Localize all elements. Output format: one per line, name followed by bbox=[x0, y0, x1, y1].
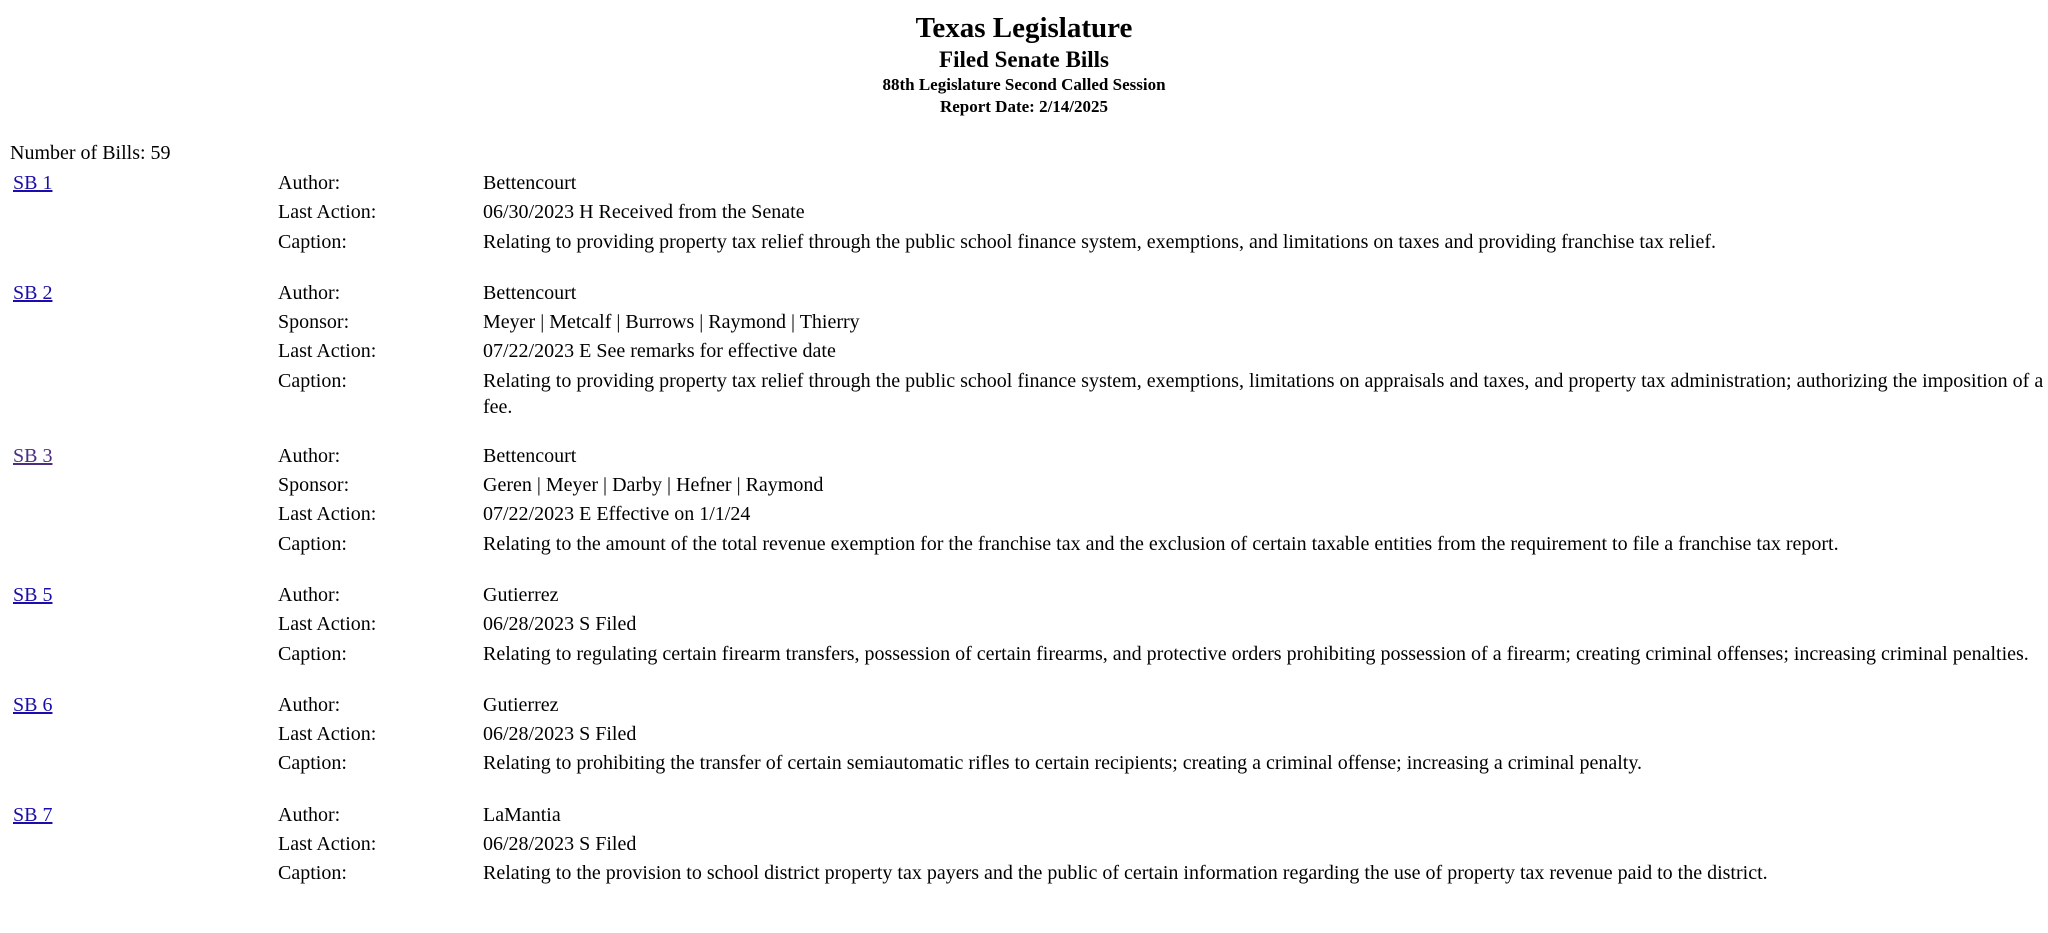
bill-link[interactable]: SB 6 bbox=[13, 693, 53, 716]
bill-row-last-action bbox=[0, 337, 2048, 366]
bill-row-last-action bbox=[0, 500, 2048, 529]
bill-link[interactable]: SB 2 bbox=[13, 281, 53, 304]
last-action-label: Last Action: bbox=[278, 340, 377, 363]
author-value: Gutierrez bbox=[483, 583, 559, 606]
caption-value: Relating to providing property tax relief through the public school finance system, exemptions, limitations on appraisals and taxes, and property tax administration; authorizing the imposition of a fee. bbox=[483, 369, 2044, 418]
caption-label: Caption: bbox=[278, 230, 347, 253]
report-date: Report Date: 2/14/2025 bbox=[939, 97, 1109, 116]
last-action-value: 07/22/2023 E See remarks for effective date bbox=[483, 340, 836, 363]
bill-row-caption bbox=[0, 749, 2048, 778]
bill-list bbox=[0, 169, 2048, 911]
last-action-label: Last Action: bbox=[278, 503, 377, 526]
bill-row-author bbox=[0, 691, 2048, 720]
bill-row-author bbox=[0, 442, 2048, 471]
bill-entry bbox=[0, 581, 2048, 669]
author-value: Bettencourt bbox=[483, 172, 577, 194]
bill-row-sponsor bbox=[0, 308, 2048, 337]
caption-label: Caption: bbox=[278, 752, 347, 775]
author-value: Bettencourt bbox=[483, 281, 577, 304]
sponsor-value: Geren | Meyer | Darby | Hefner | Raymond bbox=[483, 474, 824, 497]
caption-value: Relating to the amount of the total revenue exemption for the franchise tax and the exclusion of certain taxable entities from the requirement to file a franchise tax report. bbox=[483, 532, 1839, 555]
bill-row-last-action bbox=[0, 720, 2048, 749]
bill-link[interactable]: SB 1 bbox=[13, 172, 53, 194]
caption-label: Caption: bbox=[278, 532, 347, 555]
last-action-label: Last Action: bbox=[278, 723, 377, 746]
author-value: Bettencourt bbox=[483, 444, 577, 467]
last-action-value: 07/22/2023 E Effective on 1/1/24 bbox=[483, 503, 751, 526]
sponsor-label: Sponsor: bbox=[278, 474, 350, 497]
bill-row-author bbox=[0, 581, 2048, 610]
author-label: Author: bbox=[278, 172, 341, 194]
bill-row-author bbox=[0, 279, 2048, 308]
last-action-label: Last Action: bbox=[278, 833, 377, 856]
caption-value: Relating to the provision to school district property tax payers and the public of certain information regarding the use of property tax revenue paid to the district. bbox=[483, 862, 1768, 885]
author-label: Author: bbox=[278, 444, 341, 467]
author-label: Author: bbox=[278, 693, 341, 716]
author-label: Author: bbox=[278, 803, 341, 826]
bill-count: Number of Bills: 59 bbox=[10, 142, 171, 164]
sponsor-label: Sponsor: bbox=[278, 311, 350, 334]
bill-row-last-action bbox=[0, 610, 2048, 639]
last-action-value: 06/28/2023 S Filed bbox=[483, 613, 637, 636]
bill-row-author bbox=[0, 169, 2048, 198]
last-action-label: Last Action: bbox=[278, 201, 377, 224]
caption-label: Caption: bbox=[278, 642, 347, 665]
caption-label: Caption: bbox=[278, 862, 347, 885]
bill-row-caption bbox=[0, 640, 2048, 669]
sponsor-value: Meyer | Metcalf | Burrows | Raymond | Thierry bbox=[483, 311, 860, 334]
bill-link[interactable]: SB 7 bbox=[13, 803, 53, 826]
caption-value: Relating to prohibiting the transfer of certain semiautomatic rifles to certain recipients; creating a criminal offense; increasing a criminal penalty. bbox=[483, 752, 1643, 775]
bill-row-last-action bbox=[0, 830, 2048, 859]
bill-row-caption bbox=[0, 367, 2048, 420]
bill-row-caption bbox=[0, 859, 2048, 888]
report-title: Texas Legislature bbox=[915, 12, 1133, 44]
bill-row-author bbox=[0, 801, 2048, 830]
report-subtitle: Filed Senate Bills bbox=[939, 47, 1109, 72]
caption-value: Relating to providing property tax relief through the public school finance system, exemptions, and limitations on taxes and providing franchise tax relief. bbox=[483, 230, 1717, 253]
last-action-value: 06/28/2023 S Filed bbox=[483, 723, 637, 746]
bill-entry bbox=[0, 442, 2048, 559]
bill-link[interactable]: SB 5 bbox=[13, 583, 53, 606]
bill-row-caption bbox=[0, 530, 2048, 559]
report-header bbox=[0, 0, 2048, 118]
last-action-label: Last Action: bbox=[278, 613, 377, 636]
last-action-value: 06/28/2023 S Filed bbox=[483, 833, 637, 856]
bill-row-caption bbox=[0, 228, 2048, 257]
bill-entry bbox=[0, 169, 2048, 257]
author-value: Gutierrez bbox=[483, 693, 559, 716]
caption-label: Caption: bbox=[278, 369, 347, 392]
bill-entry bbox=[0, 691, 2048, 779]
author-value: LaMantia bbox=[483, 803, 561, 826]
caption-value: Relating to regulating certain firearm transfers, possession of certain firearms, and protective orders prohibiting possession of a firearm; creating criminal offenses; increasing criminal penalties. bbox=[483, 642, 2029, 665]
bill-row-sponsor bbox=[0, 471, 2048, 500]
bill-link[interactable]: SB 3 bbox=[13, 444, 53, 467]
bill-entry bbox=[0, 801, 2048, 889]
bill-entry bbox=[0, 279, 2048, 420]
author-label: Author: bbox=[278, 281, 341, 304]
bill-row-last-action bbox=[0, 198, 2048, 227]
session-name: 88th Legislature Second Called Session bbox=[882, 75, 1166, 94]
last-action-value: 06/30/2023 H Received from the Senate bbox=[483, 201, 805, 224]
author-label: Author: bbox=[278, 583, 341, 606]
